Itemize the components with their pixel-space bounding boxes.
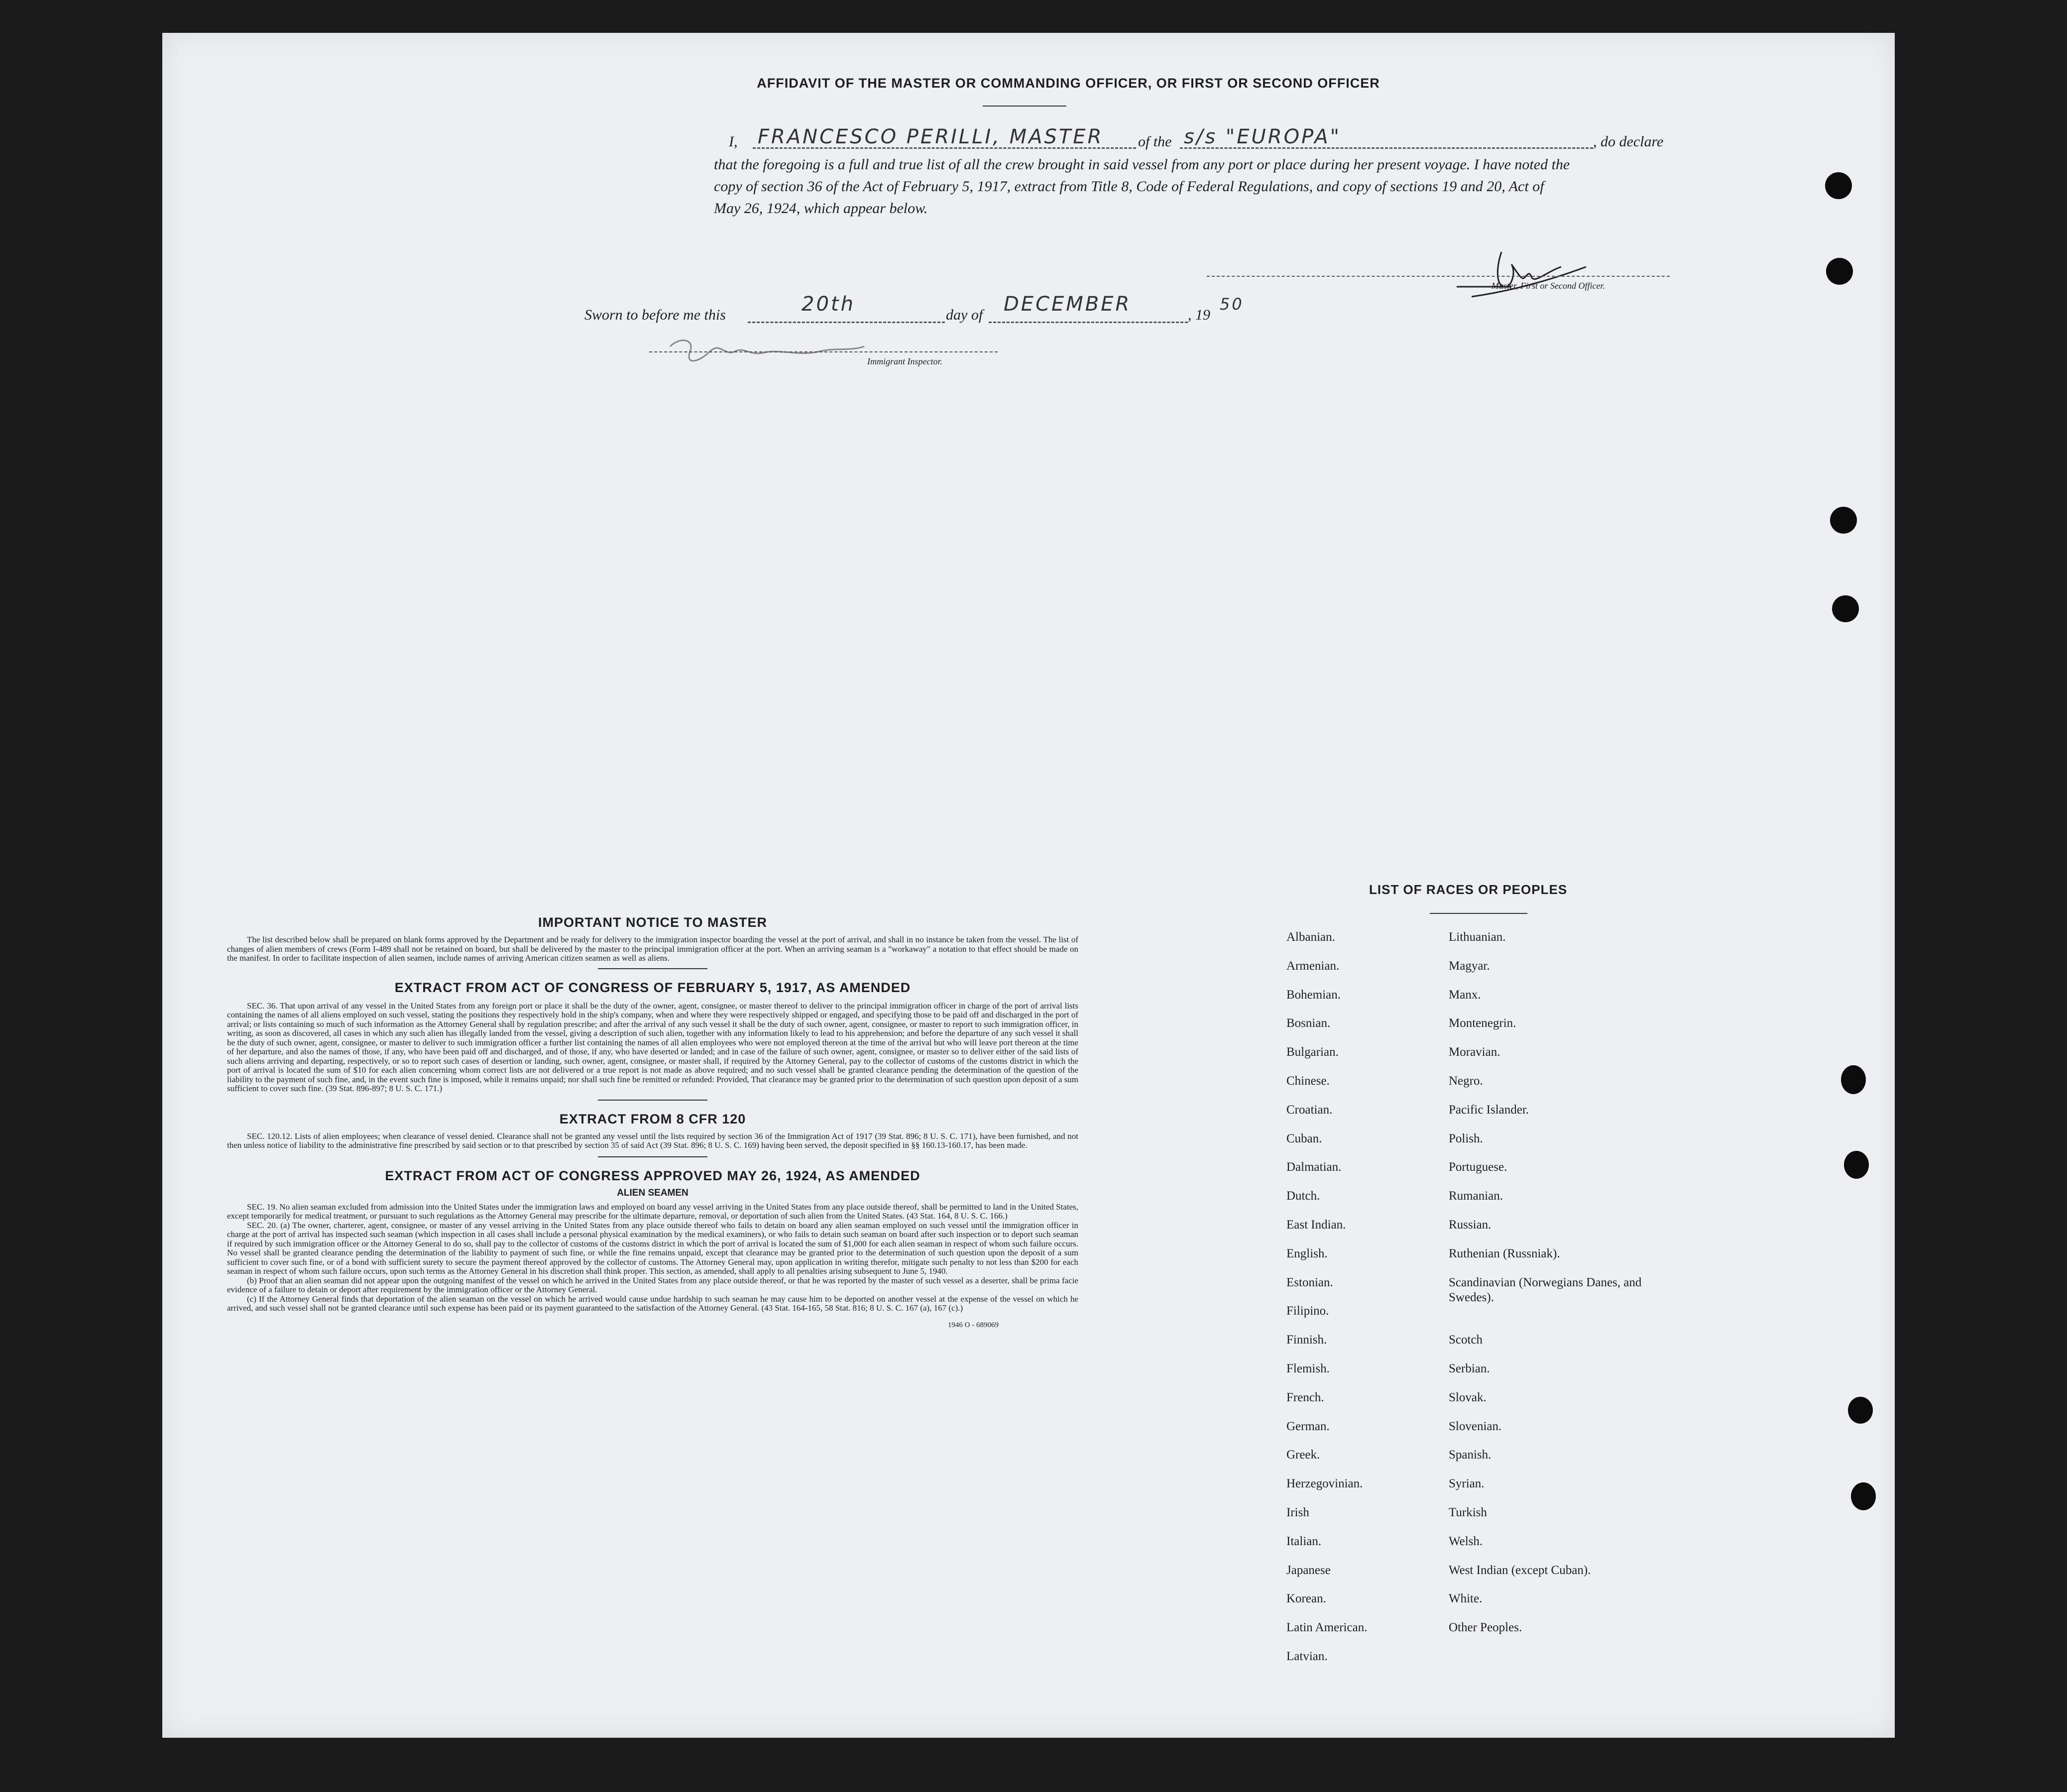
race-item: Dalmatian. (1286, 1160, 1342, 1174)
race-item: Bosnian. (1286, 1016, 1331, 1030)
document-page (162, 33, 1895, 1738)
day-of-text: day of (946, 307, 983, 323)
race-item: Irish (1286, 1506, 1309, 1519)
punch-hole (1830, 507, 1857, 534)
extract-1917-text: SEC. 36. That upon arrival of any vessel in the United States from any foreign port or place it shall be the duty of the owner, agent, consignee, or master thereof to deliver to the principal immigration officer in charge of the port of arrival lists containing the names of all aliens employed on such vessel, stating the positions they respectively hold in the ship's company, when and where they were respectively shipped or engaged, and specifying those to be paid off and discharged in the port of arrival; or lists containing so much of such information as the Attorney General shall by regulation prescribe; and after the arrival of any such vessel it shall be the duty of such owner, agent, consignee, or master to report to such immigration officer, in writing, as soon as discovered, all cases in which any such alien has illegally landed from the vessel, giving a description of such alien, together with any information likely to lead to his apprehension; and before the departure of any such vessel it shall be the duty of such owner, agent, consignee, or master to deliver to such immigration officer a further list containing the names of all alien employees who were not employed thereon at the time of the arrival but who will leave port thereon at the time of her departure, and also the names of those, if any, who have been paid off and discharged, and of those, if any, who have deserted or landed; and in case of the failure of such owner, agent, consignee, or master so to deliver either of the said lists of such aliens arriving and departing, respectively, or so to report such cases of desertion or landing, such owner, agent, consignee, or master shall, if required by the Attorney General, pay to the collector of customs of the customs district in which the port of arrival is located the sum of $10 for each alien concerning whom correct lists are not delivered or a true report is not made as above required; and no such vessel shall be granted clearance pending the determination of the question of the liability to the payment of such fine, and, in the event such fine is imposed, while it remains unpaid; nor shall such fine be remitted or refunded: Provided, That clearance may be granted prior to the determination of such question upon deposit of a sum sufficient to cover such fine. (39 Stat. 896-897; 8 U. S. C. 171.) (227, 1001, 1078, 1093)
punch-hole (1848, 1397, 1873, 1424)
notices-column (227, 915, 1078, 1330)
race-item: Lithuanian. (1449, 930, 1506, 944)
punch-hole (1851, 1482, 1876, 1510)
race-item: Russian. (1449, 1218, 1492, 1232)
extract-1924-subtitle: ALIEN SEAMEN (617, 1187, 689, 1198)
statement-line-2: copy of section 36 of the Act of February 5, 1917, extract from Title 8, Code of Federal Regulations, and copy of sections 19 and 20, Act of (714, 178, 1544, 195)
extract-cfr-text: SEC. 120.12. Lists of alien employees; when clearance of vessel denied. Clearance shall not be granted any vessel until the lists required by section 36 of the Immigration Act of 1917 (39 Stat. 896; 8 U. S. C. 171), have been furnished, and not then unless notice of liability to the administrative fine prescribed by said section or to that prescribed by section 35 of said Act (39 Stat. 896; 8 U. S. C. 169) having been served, the deposit specified in §§ 160.13-160.17, has been made. (227, 1131, 1078, 1150)
month-handwritten: DECEMBER (1004, 293, 1132, 316)
race-item: Latvian. (1286, 1650, 1328, 1663)
extract-cfr-rule (598, 1156, 707, 1157)
extract-1924-title: EXTRACT FROM ACT OF CONGRESS APPROVED MAY 26, 1924, AS AMENDED (385, 1168, 920, 1183)
race-item: White. (1449, 1592, 1483, 1606)
race-item: Croatian. (1286, 1103, 1333, 1117)
race-item: Manx. (1449, 988, 1481, 1002)
race-item: Bulgarian. (1286, 1045, 1339, 1059)
punch-hole (1825, 172, 1852, 199)
affidavit-title: AFFIDAVIT OF THE MASTER OR COMMANDING OFFICER, OR FIRST OR SECOND OFFICER (757, 76, 1380, 91)
race-item: Bohemian. (1286, 988, 1341, 1002)
of-the-text: of the (1138, 133, 1172, 150)
race-item: Ruthenian (Russniak). (1449, 1246, 1560, 1260)
race-item: Greek. (1286, 1448, 1320, 1462)
race-item: Portuguese. (1449, 1160, 1507, 1174)
race-item: Scandinavian (Norwegians Danes, and Swedes). (1449, 1275, 1642, 1304)
notice-text: The list described below shall be prepared on blank forms approved by the Department and be ready for delivery to the immigration inspector boarding the vessel at the port of arrival, and shall in no instance be taken from the vessel. The list of changes of alien members of crews (Form I-489 shall not be retained on board, but shall be delivered by the master to the principal immigration officer at the port. When an arriving seaman is a "workaway" a notation to that effect should be made on the manifest. In order to facilitate inspection of alien seamen, include names of arriving American citizen seamen as well as aliens. (227, 935, 1078, 963)
punch-hole (1841, 1065, 1866, 1094)
extract-1917-title: EXTRACT FROM ACT OF CONGRESS OF FEBRUARY 5, 1917, AS AMENDED (394, 980, 911, 995)
race-item: Finnish. (1286, 1333, 1327, 1347)
race-item: East Indian. (1286, 1218, 1346, 1232)
year-prefix: , 19 (1188, 307, 1210, 323)
title-rule (983, 106, 1066, 107)
race-item: Albanian. (1286, 930, 1335, 944)
print-code: 1946 O - 689069 (947, 1321, 999, 1329)
race-item: Slovenian. (1449, 1419, 1502, 1433)
race-item: Serbian. (1449, 1362, 1490, 1375)
extract-1924-sec20c: (c) If the Attorney General finds that deportation of the alien seaman on the vessel on which he arrived would cause undue hardship to such seaman he may cause him to be deported on another vessel at the expense of the vessel on which he arrived, and such vessel shall not be granted clearance until such expense has been paid or its payment guaranteed to the satisfaction of the Attorney General. (43 Stat. 164-165, 58 Stat. 816; 8 U. S. C. 167 (a), 167 (c).) (227, 1294, 1078, 1313)
race-item: Magyar. (1449, 959, 1490, 973)
do-declare-text: , do declare (1593, 133, 1664, 150)
race-item: Armenian. (1286, 959, 1340, 973)
race-item: Estonian. (1286, 1275, 1333, 1289)
race-item: Slovak. (1449, 1390, 1487, 1404)
race-item: Syrian. (1449, 1477, 1485, 1491)
race-item: French. (1286, 1390, 1324, 1404)
race-item: Korean. (1286, 1592, 1326, 1606)
race-item: Japanese (1286, 1563, 1331, 1577)
race-item: Latin American. (1286, 1621, 1368, 1635)
notice-title: IMPORTANT NOTICE TO MASTER (538, 915, 767, 930)
race-item: Moravian. (1449, 1045, 1500, 1059)
extract-1924-sec19: SEC. 19. No alien seaman excluded from admission into the United States under the immigration laws and employed on board any vessel arriving in the United States from any place outside thereof, shall be permitted to land in the United States, except temporarily for medical treatment, or pursuant to such regulations as the Attorney General may prescribe for the ultimate departure, removal, or deportation of such alien from the United States. (43 Stat. 164, 8 U. S. C. 166.) (227, 1202, 1078, 1221)
notice-rule (598, 968, 707, 969)
month-line (989, 322, 1188, 323)
race-item: Dutch. (1286, 1189, 1320, 1203)
race-item: Montenegrin. (1449, 1016, 1516, 1030)
race-item: Negro. (1449, 1074, 1483, 1088)
affidavit-i: I, (729, 133, 738, 150)
inspector-signature (650, 322, 879, 376)
inspector-line (649, 351, 998, 352)
day-handwritten: 20th (802, 293, 855, 316)
statement-line-1: that the foregoing is a full and true list of all the crew brought in said vessel from any port or place during her present voyage. I have noted the (714, 156, 1570, 173)
race-item: Filipino. (1286, 1304, 1329, 1318)
race-item: Cuban. (1286, 1131, 1322, 1145)
punch-hole (1844, 1151, 1869, 1179)
race-item: Scotch (1449, 1333, 1483, 1347)
extract-cfr-title: EXTRACT FROM 8 CFR 120 (559, 1111, 746, 1126)
race-item: Spanish. (1449, 1448, 1492, 1462)
race-item: Polish. (1449, 1131, 1483, 1145)
master-signature (1437, 237, 1601, 302)
statement-line-3: May 26, 1924, which appear below. (714, 200, 928, 217)
punch-hole (1832, 595, 1859, 622)
sworn-text: Sworn to before me this (584, 307, 726, 323)
race-item: German. (1286, 1419, 1330, 1433)
race-item: Italian. (1286, 1534, 1322, 1548)
punch-hole (1826, 258, 1853, 285)
race-item: Herzegovinian. (1286, 1477, 1363, 1491)
year-handwritten: 50 (1220, 295, 1244, 314)
race-item: Turkish (1449, 1506, 1487, 1519)
race-item: West Indian (except Cuban). (1449, 1563, 1591, 1577)
extract-1924-sec20b: (b) Proof that an alien seaman did not appear upon the outgoing manifest of the vessel on which he arrived in the United States from any place outside thereof, or that he was reported by the master of such vessel as a deserter, shall be prima facie evidence of a failure to detain or deport after requirement by the immigration officer or the Attorney General. (227, 1275, 1078, 1294)
race-item: Pacific Islander. (1449, 1103, 1529, 1117)
race-item: Other Peoples. (1449, 1621, 1522, 1635)
race-item: Chinese. (1286, 1074, 1330, 1088)
races-title: LIST OF RACES OR PEOPLES (1369, 882, 1568, 897)
races-rule (1430, 913, 1527, 914)
race-item: Rumanian. (1449, 1189, 1503, 1203)
signature-caption: Master, First or Second Officer. (1492, 281, 1605, 291)
race-item: Welsh. (1449, 1534, 1483, 1548)
extract-1924-sec20a: SEC. 20. (a) The owner, charterer, agent, consignee, or master of any vessel arriving in the United States from any place outside thereof who fails to detain on board any alien seaman employed on such vessel until the immigration officer in charge at the port of arrival has inspected such seaman (which inspection in all cases shall include a personal physical examination by the medical examiners), or who fails to detain such seaman on board after such inspection or to deport such seaman if required by such immigration officer or the Attorney General to do so, shall pay to the collector of customs of the customs district in which the port of arrival is located the sum of $1,000 for each alien seaman in respect of whom such failure occurs. No vessel shall be granted clearance pending the determination of the liability to payment of such fine, or while the fine remains unpaid, except that clearance may be granted prior to the determination of such question upon the deposit of a sum sufficient to cover such fine, or of a bond with sufficient surety to secure the payment thereof approved by the collector of customs. The Attorney General may, upon application in writing therefor, mitigate such penalty to not less than $200 for each seaman in respect of whom such failure occurs, upon such terms as the Attorney General in his discretion shall think proper. This section, as amended, shall apply to all penalties arising subsequent to June 5, 1940. (227, 1220, 1078, 1276)
signature-line (1207, 276, 1670, 277)
master-name-handwritten: FRANCESCO PERILLI, MASTER (758, 125, 1104, 148)
race-item: English. (1286, 1246, 1328, 1260)
vessel-handwritten: s/s "EUROPA" (1184, 125, 1341, 148)
inspector-caption: Immigrant Inspector. (867, 356, 942, 366)
extract-1917-rule (598, 1100, 707, 1101)
race-item: Flemish. (1286, 1362, 1330, 1375)
